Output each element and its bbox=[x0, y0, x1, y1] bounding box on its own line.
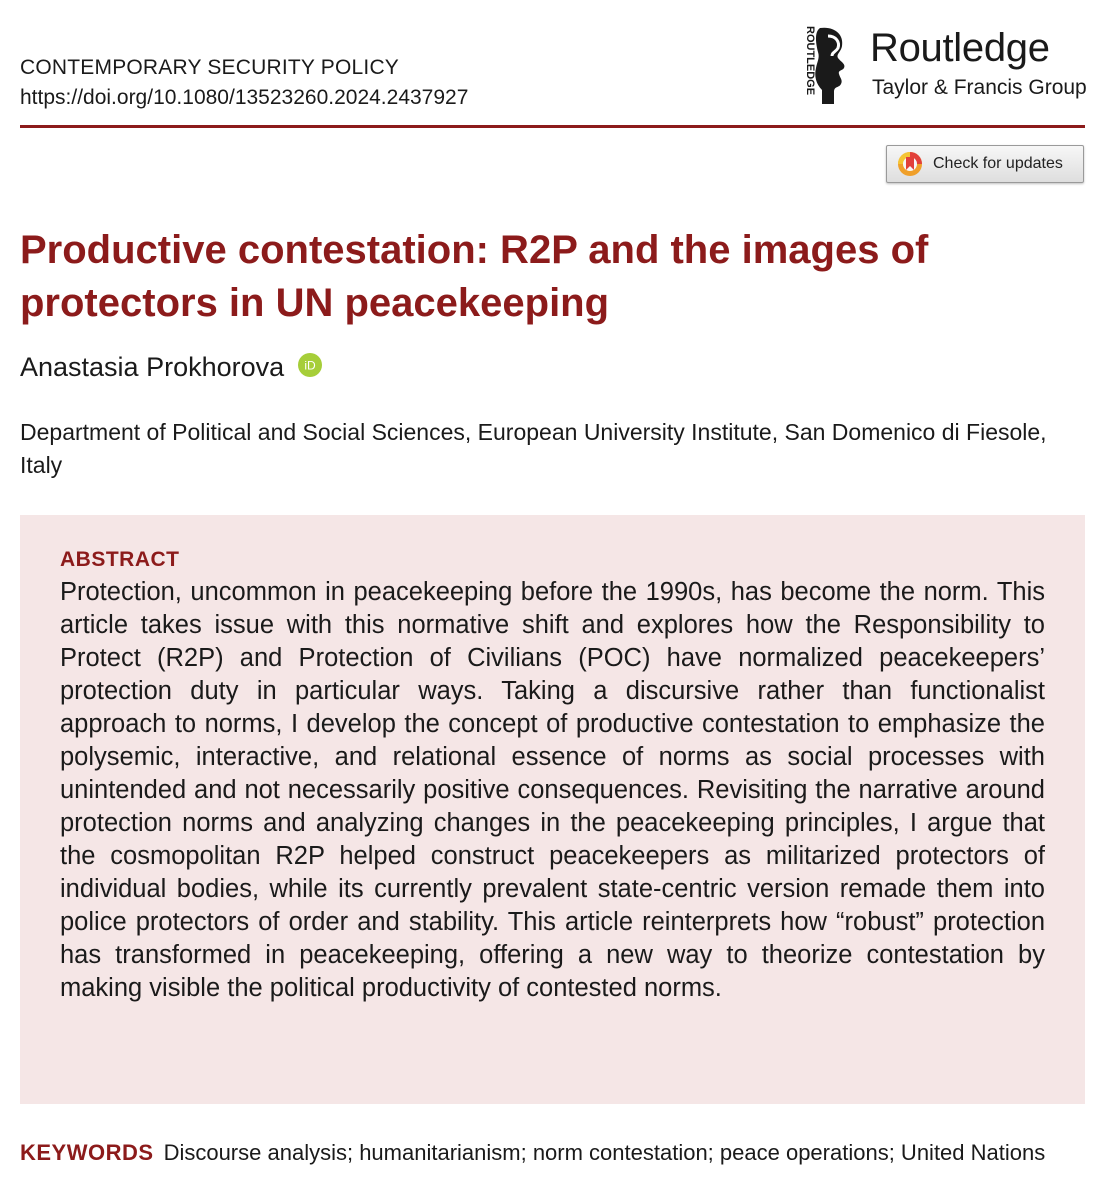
crossmark-icon bbox=[897, 151, 923, 177]
logo-vertical-text: ROUTLEDGE bbox=[804, 26, 816, 96]
article-title: Productive contestation: R2P and the images of protectors in UN peacekeeping bbox=[20, 228, 929, 325]
check-for-updates-button[interactable] bbox=[886, 145, 1084, 183]
routledge-head-icon bbox=[798, 24, 860, 106]
author-row bbox=[20, 352, 322, 383]
author-name[interactable]: Anastasia Prokhorova bbox=[20, 352, 285, 382]
check-for-updates-label: Check for updates bbox=[933, 155, 1063, 172]
orcid-badge-text: iD bbox=[304, 358, 316, 372]
orcid-icon[interactable] bbox=[298, 353, 322, 377]
publisher-subtitle: Taylor & Francis Group bbox=[872, 76, 1087, 99]
keywords-label: KEYWORDS bbox=[20, 1140, 154, 1165]
abstract-heading: ABSTRACT bbox=[60, 548, 180, 571]
journal-name: CONTEMPORARY SECURITY POLICY bbox=[20, 56, 400, 79]
header-rule bbox=[20, 125, 1085, 128]
keywords-text: Discourse analysis; humanitarianism; norm contestation; peace operations; United Nations bbox=[163, 1140, 1046, 1165]
publisher-name: Routledge bbox=[870, 26, 1050, 70]
doi-link[interactable]: https://doi.org/10.1080/13523260.2024.2437927 bbox=[20, 86, 469, 109]
keywords-row bbox=[20, 1139, 1090, 1167]
routledge-logo[interactable] bbox=[798, 22, 1088, 106]
abstract-body: Protection, uncommon in peacekeeping before the 1990s, has become the norm. This article takes issue with this normative shift and explores how the Responsibility to Protect (R2P) and Protection of Civilians (POC) have normalized peacekeepers’ protection duty in particular ways. Taking a discursive rather than functionalist approach to norms, I develop the concept of productive contestation to emphasize the polysemic, interactive, and relational essence of norms as social processes with unintended and not necessarily positive consequences. Revisiting the narrative around protection norms and analyzing changes in the peacekeeping principles, I argue that the cosmopolitan R2P helped construct peacekeepers as militarized protectors of individual bodies, while its currently prevalent state-centric version remade them into police protectors of order and stability. This article reinterprets how “robust” protection has transformed in peacekeeping, offering a new way to theorize contestation by making visible the political productivity of contested norms. bbox=[60, 578, 1045, 1002]
author-affiliation: Department of Political and Social Sciences, European University Institute, San Domenico di Fiesole, Italy bbox=[20, 419, 1047, 478]
